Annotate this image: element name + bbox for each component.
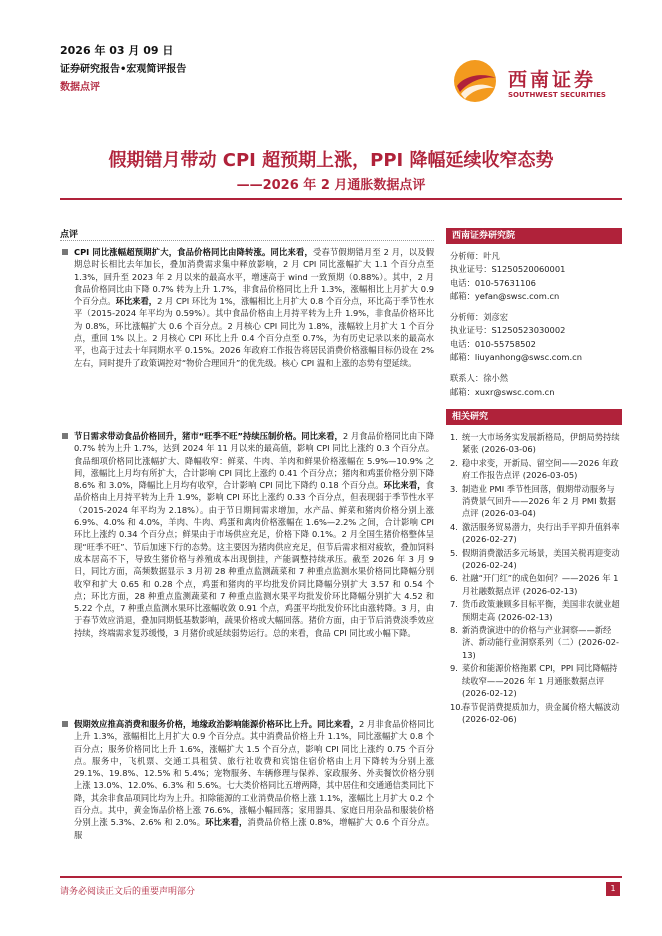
- company-logo: [452, 58, 622, 104]
- paragraph-lead-2: 环比来看，: [115, 296, 158, 307]
- bullet-icon: [62, 721, 68, 727]
- contact-email[interactable]: 邮箱：xuxr@swsc.com.cn: [450, 386, 555, 397]
- related-item-title[interactable]: 菜价和能源价格拖累 CPI，PPI 同比降幅持续收窄——2026 年 1 月通胀数据点评 (2026-02-12): [462, 663, 618, 699]
- related-item-title[interactable]: 制造业 PMI 季节性回落，假期带动服务与消费景气回升——2026 年 2 月 PMI 数据点评 (2026-03-04): [462, 483, 616, 519]
- paragraph-body: 受春节假期错月至 2 月，以及假期总时长相比去年加长，叠加消费需求集中释放影响，2 月 CPI 同比涨幅扩大 1.1 个百分点至 1.3%，回升至 2023 年 2 月以来的最高水平，增速高于 wind 一致预期（0.88%）。其中，2 月食品价格同比由下降 0.7% 转为上升 1.7%，非食品价格同比上升 1.3%，涨幅相比上月扩大 0.9 个百分点。: [74, 247, 434, 307]
- related-item-number: 9.: [450, 663, 458, 674]
- paragraph-lead: 假期效应推高消费和服务价格，地缘政治影响能源价格环比上升。同比来看，: [74, 719, 360, 729]
- related-item[interactable]: [450, 572, 622, 597]
- related-item-title[interactable]: 社融“开门红”的成色如何？——2026 年 1 月社融数据点评 (2026-02-13): [462, 573, 619, 596]
- related-item[interactable]: [450, 431, 622, 456]
- paragraph-lead-2: 环比来看，: [205, 817, 248, 828]
- paragraph-body: 2 月食品价格同比由下降 0.7% 转为上升 1.7%，达到 2024 年 11 月以来的最高值，影响 CPI 同比上涨约 0.3 个百分点。食品细项价格同比涨幅扩大、降幅收窄：鲜菜、牛肉、羊肉和鲜果价格涨幅在 5.9%—10.9% 之间，涨幅比上月均有所扩大，合计影响 CPI 同比上涨约 0.41 个百分点；猪肉和鸡蛋价格分别下降 8.6% 和 3.0%，降幅比上月均有收窄，合计影响 CPI 同比下降约 0.18 个百分点。: [74, 431, 434, 491]
- related-item-number: 7.: [450, 599, 458, 610]
- related-header: 相关研究: [446, 409, 622, 425]
- bullet-icon: [62, 433, 68, 439]
- sidebar: [446, 228, 622, 726]
- analyst-block: [446, 311, 622, 364]
- related-item-title[interactable]: 新消费演进中的价格与产业洞察——新经济、新动能行业洞察系列（二）(2026-02-13): [462, 625, 620, 660]
- related-item-title[interactable]: 假期消费激活多元场景，美国关税再迎变动 (2026-02-24): [462, 547, 620, 571]
- analyst-name: 分析师：叶凡: [450, 251, 500, 261]
- related-item-number: 3.: [450, 483, 458, 494]
- related-item[interactable]: [450, 701, 622, 726]
- paragraph-lead: 节日需求带动食品价格回升，猪市“旺季不旺”持续压制价格。同比来看，: [74, 431, 343, 441]
- related-item-number: 2.: [450, 457, 458, 468]
- analyst-phone: 电话：010-57631106: [450, 277, 536, 288]
- related-item[interactable]: [450, 624, 622, 661]
- title-divider: [60, 198, 622, 200]
- paragraph-body-2: 食品价格由上月持平转为上升 1.9%，影响 CPI 环比上涨约 0.33 个百分点，但表现弱于季节性水平（2015-2024 年平均为 2.18%）。由于节日期间需求增加，水产品、鲜菜和猪肉价格分别上涨 6.9%、4.0% 和 4.0%，羊肉、牛肉、鸡蛋和禽肉价格涨幅在 1.6%—2.2% 之间，合计影响 CPI 环比上涨约 0.34 个百分点；鲜果由于市场供应充足，价格下降 0.1%。2 月全国生猪价格整体呈现“旺季不旺”、节后加速下行的态势。这主要因为猪肉供应充足，但节后需求相对疲软，叠加饲料成本居高不下，导致生猪价格与养殖成本出现倒挂，产能调整持续承压。截至 2026 年 3 月 9 日，同比方面，高频数据显示 3 月初 28 种重点监测蔬菜和 7 种重点监测水果价格同比降幅分别收窄和扩大 0.65 和 0.28 个点，鸡蛋和猪肉的平均批发价同比降幅分别扩大 3.57 和 0.54 个点；环比方面，28 种重点监测蔬菜和 7 种重点监测水果平均批发价环比降幅分别扩大 4.52 和 5.22 个点，7 种重点监测水果环比涨幅收敛 0.91 个点，鸡蛋平均批发价环比由涨转降。3 月，由于春节效应消退，叠加同期低基数影响，蔬果价格或大幅回落。猪价方面，由于节后消费淡季效应持续，终端需求复苏缓慢，3 月猪价或延续弱势运行。总的来看，食品 CPI 同比或小幅下降。: [74, 480, 434, 638]
- section-divider: [60, 240, 434, 241]
- report-category: 数据点评: [60, 82, 100, 93]
- research-header: 西南证券研究院: [446, 228, 622, 244]
- paragraph-nonfood: [62, 718, 434, 841]
- paragraph-lead-2: 环比来看，: [383, 480, 426, 491]
- analyst-name: 分析师：刘彦宏: [450, 312, 509, 323]
- related-item-title[interactable]: 激活服务贸易潜力，央行出手平抑升值斜率 (2026-02-27): [462, 521, 620, 545]
- logo-text-cn: 西南证券: [508, 69, 597, 91]
- analyst-license: 执业证号：S1250520060001: [450, 264, 566, 275]
- related-item-title[interactable]: 稳中求变，开新局、留空间——2026 年政府工作报告点评 (2026-03-05): [462, 457, 619, 481]
- paragraph-body-2: 消费品价格上涨 0.8%，增幅扩大 0.6 个百分点。服: [74, 817, 434, 840]
- related-item[interactable]: [450, 483, 622, 520]
- contact-block: [446, 372, 622, 399]
- related-item-number: 6.: [450, 573, 458, 584]
- page-number: 1: [606, 882, 620, 896]
- logo-emblem-icon: [452, 58, 502, 104]
- report-date: 2026 年 03 月 09 日: [60, 44, 174, 57]
- paragraph-cpi: [62, 246, 434, 369]
- analyst-email[interactable]: 邮箱：liuyanhong@swsc.com.cn: [450, 352, 582, 363]
- report-type: 证券研究报告•宏观简评报告: [60, 64, 187, 75]
- logo-text-en: SOUTHWEST SECURITIES: [508, 91, 606, 99]
- related-list: [446, 431, 622, 725]
- page-subtitle: ——2026 年 2 月通胀数据点评: [236, 178, 426, 193]
- related-item-number: 1.: [450, 431, 458, 442]
- related-item-title[interactable]: 春节促消费提质加力，贵金属价格大幅波动 (2026-02-06): [462, 701, 620, 724]
- page-title: 假期错月带动 CPI 超预期上涨，PPI 降幅延续收窄态势: [108, 150, 554, 171]
- bullet-icon: [62, 249, 68, 255]
- related-item-number: 10.: [450, 701, 464, 712]
- related-item[interactable]: [450, 457, 622, 482]
- paragraph-lead: CPI 同比涨幅超预期扩大，食品价格同比由降转涨。同比来看，: [74, 247, 313, 257]
- related-item-title[interactable]: 货币政策兼顾多目标平衡，美国非农就业超预期走高 (2026-02-13): [462, 599, 620, 622]
- section-label: 点评: [60, 230, 79, 240]
- related-item[interactable]: [450, 662, 622, 699]
- related-item[interactable]: [450, 598, 622, 623]
- analyst-license: 执业证号：S1250523030002: [450, 325, 566, 336]
- paragraph-body-2: 2 月 CPI 环比为 1%，涨幅相比上月扩大 0.8 个百分点，环比高于季节性水平（2015-2024 年平均为 0.59%）。其中食品价格由上月持平转为上升 1.9%，非食品价格环比为 0.8%，环比涨幅扩大 0.6 个百分点。2 月核心 CPI 同比为 1.8%，涨幅较上月扩大 1 个百分点，重回 1% 以上。2 月核心 CPI 环比上升 0.4 个百分点至 0.7%，为有历史记录以来的最高水平，也高于过去十年同期水平 0.15%。2026 年政府工作报告将居民消费价格涨幅目标仍设在 2% 左右，同时提升了政策调控对“物价合理回升”的优先级。核心 CPI 温和上涨的态势有望延续。: [74, 296, 434, 368]
- related-item[interactable]: [450, 547, 622, 572]
- paragraph-food: [62, 430, 434, 639]
- contact-name: 联系人：徐小然: [450, 373, 509, 384]
- analyst-phone: 电话：010-55758502: [450, 338, 536, 349]
- related-item-number: 5.: [450, 547, 458, 558]
- related-item[interactable]: [450, 521, 622, 546]
- footer-divider: [60, 876, 622, 878]
- paragraph-body: 2 月非食品价格同比上升 1.3%，涨幅相比上月扩大 0.9 个百分点。其中消费品价格上升 1.1%，同比涨幅扩大 0.8 个百分点；服务价格同比上升 1.6%，涨幅扩大 1.5 个百分点，影响 CPI 同比上涨约 0.75 个百分点。服务中，飞机票、交通工具租赁、旅行社收费和宾馆住宿价格由上月下降转为分别上涨 29.1%、19.8%、12.5% 和 5.4%；宠物服务、车辆修理与保养、家政服务、外卖餐饮价格分别上涨 13.0%、12.0%、6.3% 和 5.6%。七大类价格同比五增两降，其中居住和交通通信类同比下降，其余非食品项同比均为上升。扣除能源的工业消费品价格上涨 1.1%，涨幅比上月扩大 0.2 个百分点。其中，黄金饰品价格上涨 76.6%，涨幅小幅回落；家用器具、家庭日用杂品和服装价格分别上涨 5.3%、2.6% 和 2.0%。: [74, 719, 434, 828]
- related-item-number: 4.: [450, 521, 458, 532]
- analyst-email[interactable]: 邮箱：yefan@swsc.com.cn: [450, 290, 560, 301]
- related-item-title[interactable]: 统一大市场务实发展新格局，伊朗局势持续紧张 (2026-03-06): [462, 431, 620, 455]
- analyst-block: [446, 250, 622, 303]
- related-item-number: 8.: [450, 625, 458, 636]
- footer-notice: 请务必阅读正文后的重要声明部分: [60, 887, 196, 897]
